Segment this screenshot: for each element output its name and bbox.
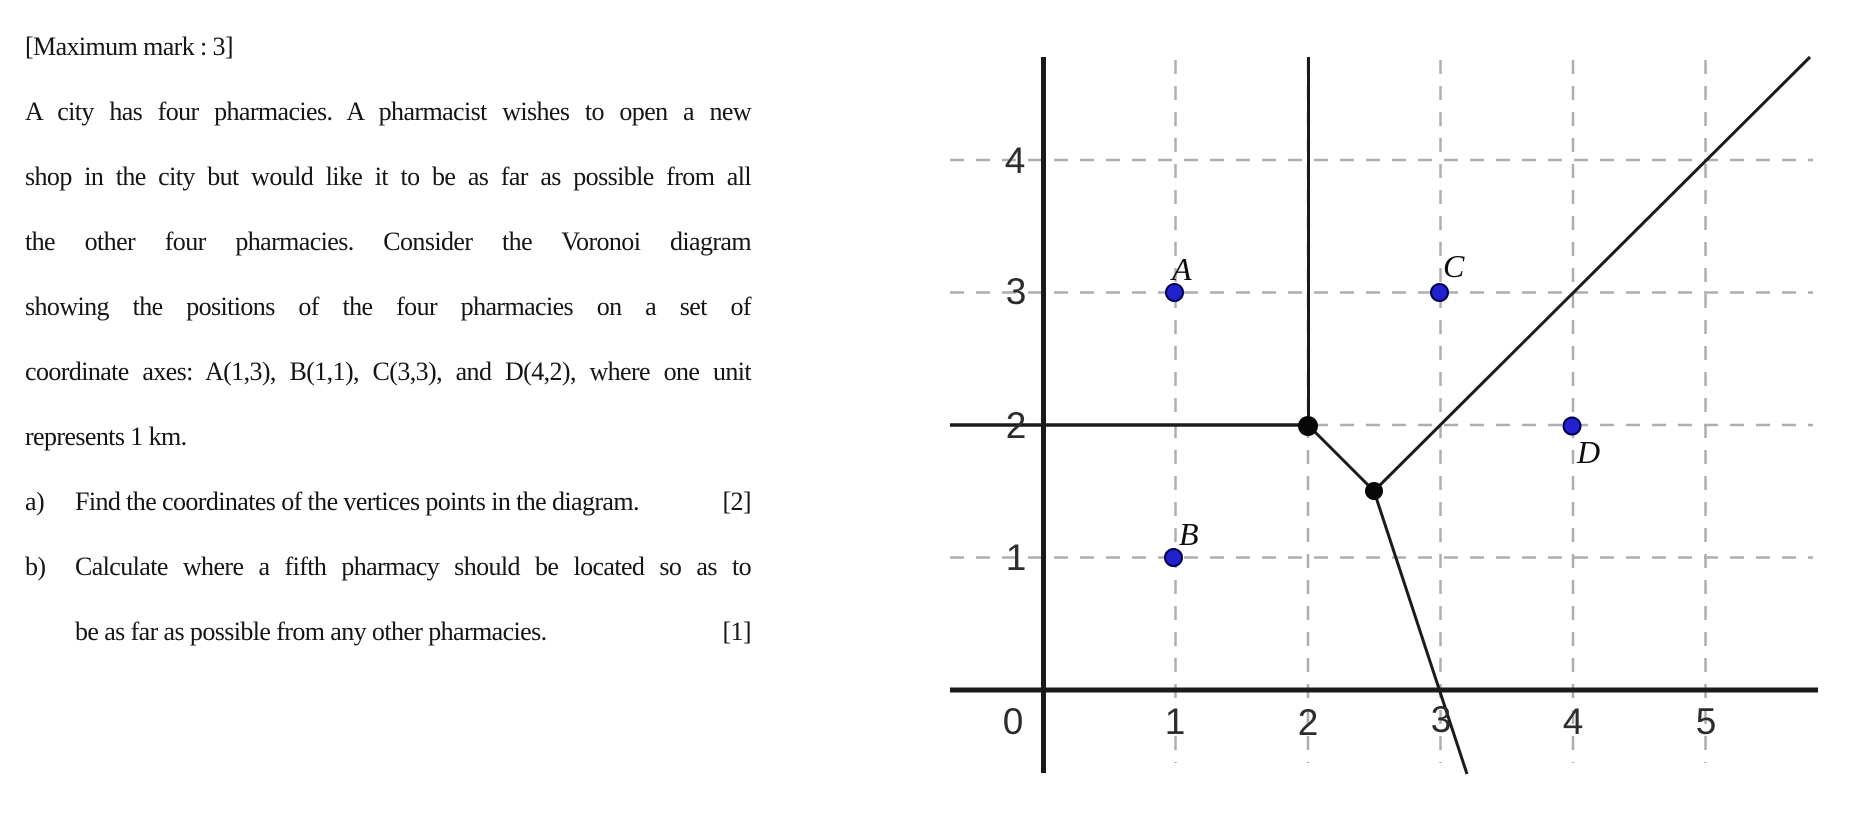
x-axis-tick-labels bbox=[1003, 699, 1717, 743]
paragraph-line: A city has four pharmacies. A pharmacist wishes to open a new bbox=[25, 97, 751, 126]
part-b-mark: [1] bbox=[722, 617, 751, 646]
point-label-d: D bbox=[1577, 434, 1601, 470]
part-a-label: a) bbox=[25, 487, 44, 516]
part-b-row bbox=[25, 534, 751, 599]
max-mark-header: [Maximum mark : 3] bbox=[25, 32, 233, 61]
part-b-label: b) bbox=[25, 552, 46, 581]
y-tick-label: 2 bbox=[1005, 405, 1027, 446]
voronoi-vertex-1 bbox=[1298, 416, 1318, 436]
question-text-block bbox=[25, 14, 751, 664]
point-c bbox=[1431, 284, 1448, 301]
part-a-text: Find the coordinates of the vertices points in the diagram. bbox=[75, 487, 639, 516]
y-tick-label: 4 bbox=[1004, 140, 1026, 181]
x-tick-label: 2 bbox=[1297, 702, 1319, 743]
paragraph-line: coordinate axes: A(1,3), B(1,1), C(3,3), and D(4,2), where one unit bbox=[25, 357, 751, 386]
voronoi-diagram bbox=[940, 0, 1854, 833]
x-tick-label: 0 bbox=[1002, 701, 1024, 742]
voronoi-vertex-2 bbox=[1365, 482, 1383, 500]
y-axis-tick-labels bbox=[1005, 140, 1027, 578]
x-tick-label: 5 bbox=[1695, 701, 1717, 742]
x-tick-label: 4 bbox=[1562, 701, 1584, 742]
part-a-mark: [2] bbox=[722, 487, 751, 516]
voronoi-edge-bd bbox=[1374, 491, 1467, 774]
point-label-a: A bbox=[1172, 251, 1192, 287]
part-b-indent bbox=[25, 599, 75, 664]
point-d bbox=[1564, 418, 1581, 435]
point-label-b: B bbox=[1179, 516, 1199, 552]
y-tick-label: 1 bbox=[1005, 537, 1027, 578]
point-label-c: C bbox=[1443, 248, 1465, 284]
voronoi-edge-bc bbox=[1308, 425, 1374, 491]
part-b-text-line1: Calculate where a fifth pharmacy should be located so as to bbox=[75, 552, 751, 581]
paragraph-line: the other four pharmacies. Consider the Voronoi diagram bbox=[25, 227, 751, 256]
part-a-row bbox=[25, 469, 751, 534]
y-tick-label: 3 bbox=[1005, 271, 1027, 312]
part-b-text-line2: be as far as possible from any other pharmacies. bbox=[75, 617, 547, 646]
x-tick-label: 1 bbox=[1164, 701, 1186, 742]
x-tick-label: 3 bbox=[1430, 699, 1452, 740]
voronoi-edges bbox=[950, 57, 1810, 774]
paragraph-line: showing the positions of the four pharmacies on a set of bbox=[25, 292, 751, 321]
paragraph-line: represents 1 km. bbox=[25, 422, 187, 451]
part-b-row-2 bbox=[25, 599, 751, 664]
paragraph-line: shop in the city but would like it to be as far as possible from all bbox=[25, 162, 751, 191]
gridlines bbox=[950, 60, 1813, 763]
